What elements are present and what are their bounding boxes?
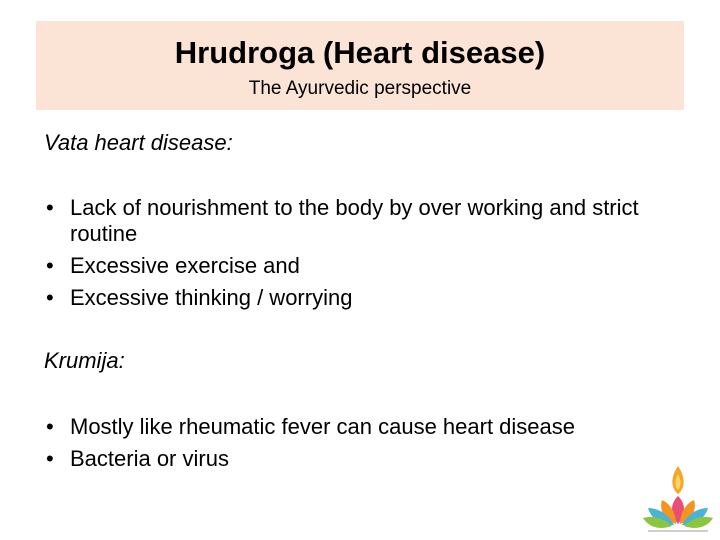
section-heading-krumija: Krumija:	[44, 348, 125, 373]
slide-subtitle: The Ayurvedic perspective	[248, 78, 472, 99]
bullet-icon: •	[46, 253, 54, 278]
bullet-text: Mostly like rheumatic fever can cause heart disease	[70, 414, 576, 439]
list-item	[44, 195, 684, 247]
list-item	[44, 253, 684, 279]
list-item	[44, 414, 684, 440]
bullet-list-krumija	[44, 414, 684, 478]
title-banner	[36, 21, 684, 110]
slide-title: Hrudroga (Heart disease)	[174, 35, 546, 70]
bullet-list-vata	[44, 195, 684, 317]
section-heading-vata: Vata heart disease:	[44, 130, 233, 155]
bullet-icon: •	[46, 195, 54, 220]
bullet-text: Excessive thinking / worrying	[70, 285, 353, 310]
bullet-text: Bacteria or virus	[70, 446, 229, 471]
list-item	[44, 285, 684, 311]
bullet-icon: •	[46, 414, 54, 439]
list-item	[44, 446, 684, 472]
bullet-icon: •	[46, 285, 54, 310]
bullet-text: Lack of nourishment to the body by over working and strict routine	[70, 195, 639, 246]
lotus-flame-logo-icon	[640, 462, 716, 538]
bullet-text: Excessive exercise and	[70, 253, 300, 278]
bullet-icon: •	[46, 446, 54, 471]
